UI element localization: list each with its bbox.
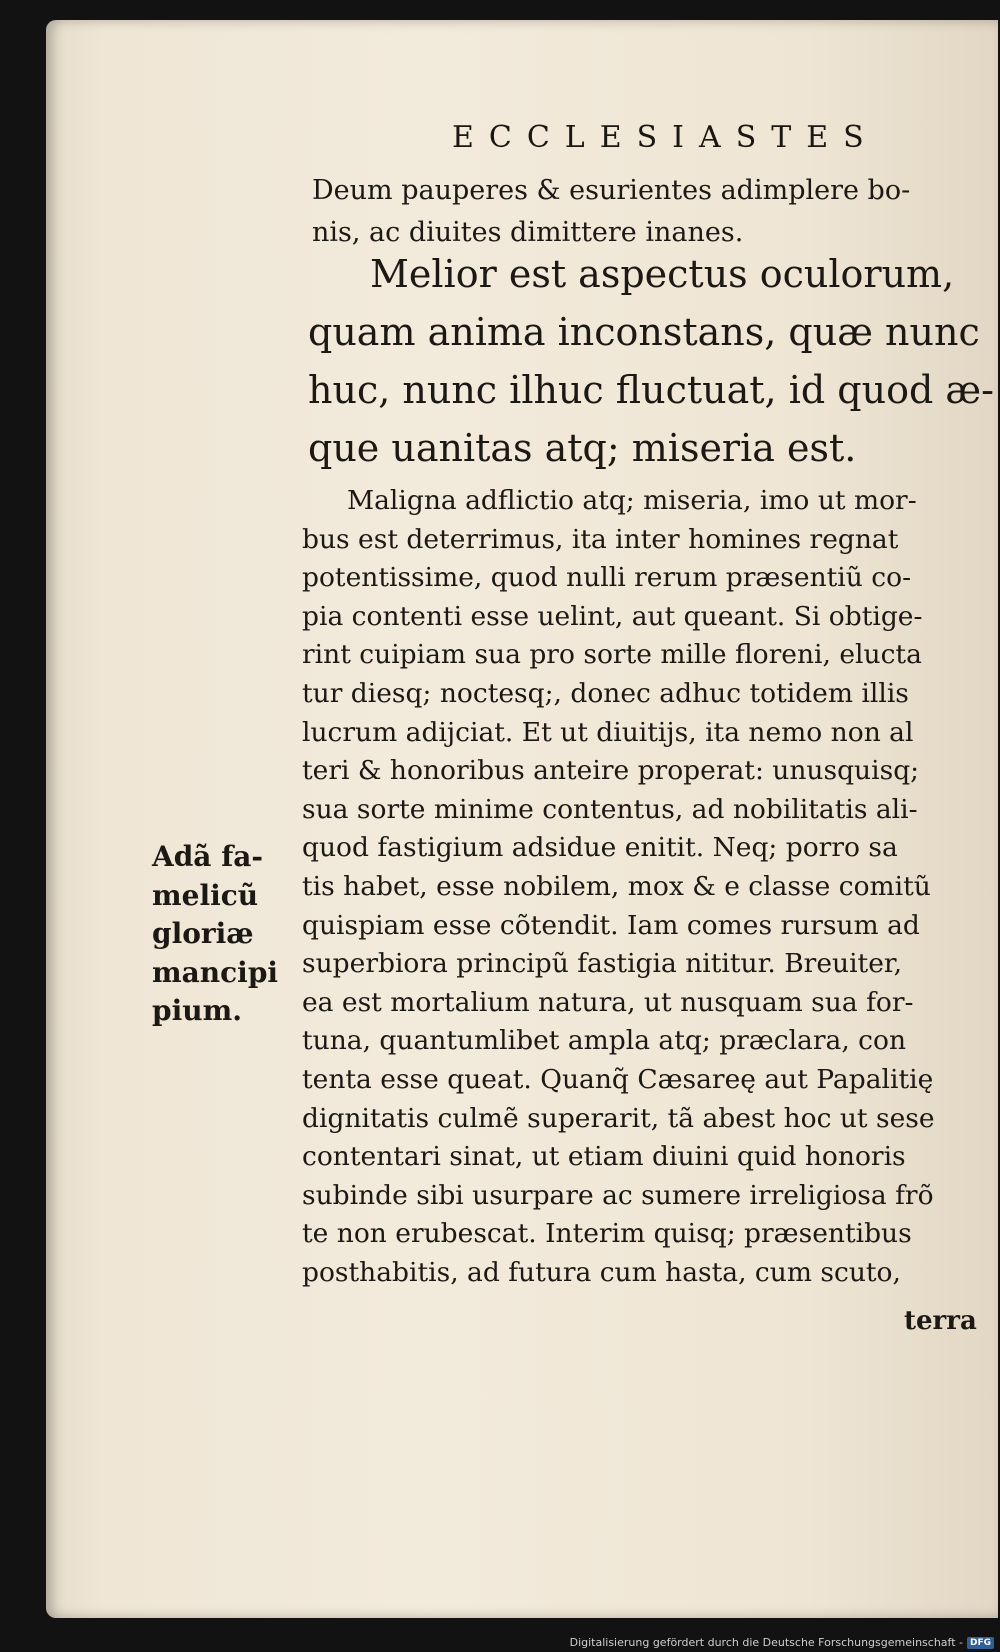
book-page xyxy=(46,20,998,1618)
margin-note-line: pium. xyxy=(152,994,242,1028)
commentary-line: tis habet, esse nobilem, mox & e classe comitũ xyxy=(302,870,931,902)
credit-text: Digitalisierung gefördert durch die Deutsche Forschungsgemeinschaft - xyxy=(569,1636,963,1649)
commentary-paragraph xyxy=(302,482,1000,1292)
commentary-line: tur diesq; noctesq;, donec adhuc totidem illis xyxy=(302,677,909,709)
running-head: ECCLESIASTES xyxy=(452,120,879,155)
intro-line: Deum pauperes & esurientes adimplere bo- xyxy=(312,175,911,206)
commentary-line: teri & honoribus anteire properat: unusquisq; xyxy=(302,755,920,787)
dfg-logo-icon: DFG xyxy=(967,1637,994,1649)
marginal-note xyxy=(152,838,278,1031)
commentary-line: quispiam esse cõtendit. Iam comes rursum ad xyxy=(302,909,920,941)
catchword: terra xyxy=(904,1306,977,1336)
commentary-line: subinde sibi usurpare ac sumere irreligiosa frõ xyxy=(302,1179,934,1211)
commentary-line: bus est deterrimus, ita inter homines regnat xyxy=(302,523,899,555)
commentary-line: contentari sinat, ut etiam diuini quid honoris xyxy=(302,1141,906,1173)
margin-note-line: melicũ xyxy=(152,878,259,912)
intro-paragraph xyxy=(312,170,1000,254)
verse-line: Melior est aspectus oculorum, xyxy=(370,252,955,296)
scripture-verse xyxy=(308,245,1000,477)
verse-line: huc, nunc ilhuc fluctuat, id quod æ- xyxy=(308,368,994,412)
intro-line: nis, ac diuites dimittere inanes. xyxy=(312,217,744,248)
margin-note-line: gloriæ xyxy=(152,917,254,951)
commentary-line: posthabitis, ad futura cum hasta, cum scuto, xyxy=(302,1256,901,1288)
margin-note-line: Adã fa- xyxy=(152,840,264,873)
commentary-line: pia contenti esse uelint, aut queant. Si obtige- xyxy=(302,600,923,632)
commentary-line: tuna, quantumlibet ampla atq; præclara, con xyxy=(302,1025,907,1057)
commentary-line: superbiora principũ fastigia nititur. Breuiter, xyxy=(302,948,903,980)
commentary-line: rint cuipiam sua pro sorte mille floreni, elucta xyxy=(302,639,922,671)
commentary-line: potentissime, quod nulli rerum præsentiũ co- xyxy=(302,562,912,594)
commentary-line: sua sorte minime contentus, ad nobilitatis ali- xyxy=(302,793,918,825)
commentary-line: lucrum adijciat. Et ut diuitijs, ita nemo non al xyxy=(302,716,914,748)
commentary-line: te non erubescat. Interim quisq; præsentibus xyxy=(302,1218,912,1250)
commentary-line: tenta esse queat. Quanq̃ Cæsareę aut Papalitię xyxy=(302,1063,934,1095)
margin-note-line: mancipi xyxy=(152,955,279,989)
commentary-line: Maligna adflictio atq; miseria, imo ut mor- xyxy=(347,485,917,516)
funding-credit xyxy=(570,1636,994,1649)
commentary-line: quod fastigium adsidue enitit. Neq; porro sa xyxy=(302,832,898,864)
verse-line: quam anima inconstans, quæ nunc xyxy=(308,310,980,354)
commentary-line: dignitatis culmẽ superarit, tã abest hoc ut sese xyxy=(302,1102,935,1134)
verse-line: que uanitas atq; miseria est. xyxy=(308,426,857,470)
commentary-line: ea est mortalium natura, ut nusquam sua for- xyxy=(302,986,914,1018)
